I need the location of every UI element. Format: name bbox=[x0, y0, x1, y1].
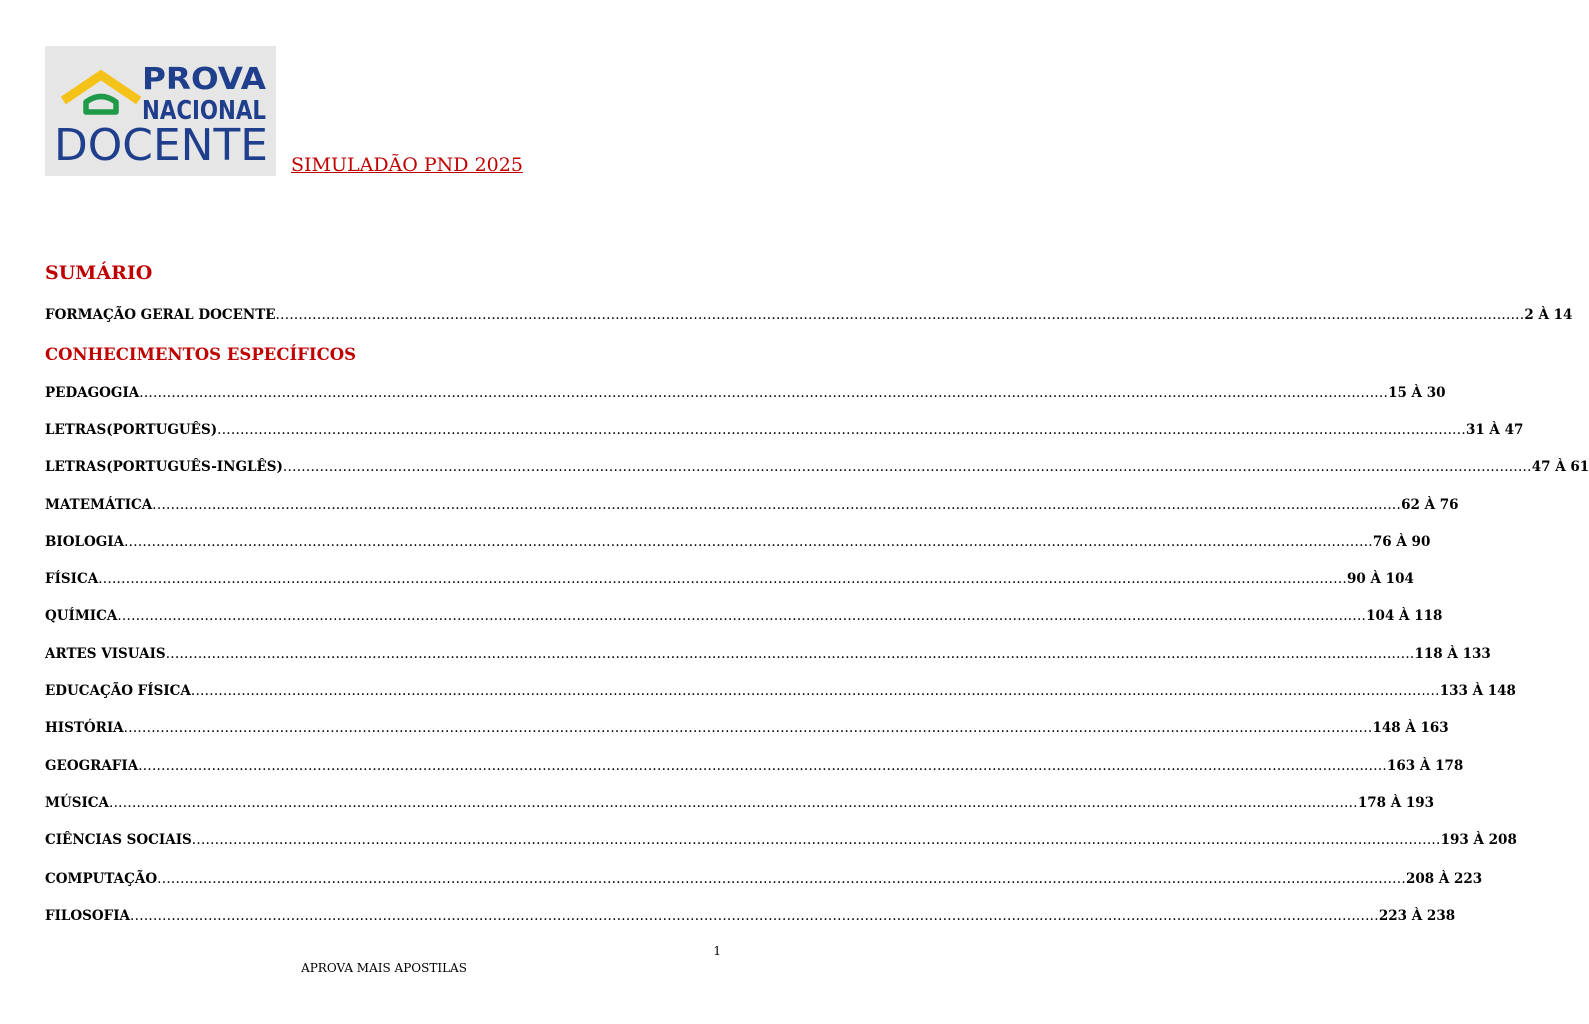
toc-entry-general bbox=[45, 307, 1573, 323]
toc-leader-dots bbox=[283, 459, 1532, 475]
toc-leader-dots bbox=[139, 385, 1388, 401]
toc-leader-dots bbox=[130, 908, 1379, 924]
toc-entry-title: FORMAÇÃO GERAL DOCENTE bbox=[45, 307, 276, 323]
toc-entry-pages: 178 À 193 bbox=[1357, 795, 1435, 811]
logo-line-docente: DOCENTE bbox=[54, 120, 268, 171]
toc-entry-pages: 90 À 104 bbox=[1347, 571, 1414, 587]
toc-entry-pages: 118 À 133 bbox=[1414, 646, 1491, 662]
toc-entry bbox=[45, 795, 1435, 811]
toc-entry-pages: 163 À 178 bbox=[1387, 758, 1464, 774]
toc-leader-dots bbox=[191, 683, 1440, 699]
toc-entry bbox=[45, 422, 1524, 438]
toc-entry-title: MÚSICA bbox=[45, 795, 109, 811]
toc-entry bbox=[45, 646, 1491, 662]
toc-entry-title: HISTÓRIA bbox=[45, 720, 124, 736]
toc-entry-pages: 62 À 76 bbox=[1401, 497, 1459, 513]
toc-entry-title: COMPUTAÇÃO bbox=[45, 871, 158, 887]
toc-leader-dots bbox=[98, 571, 1347, 587]
toc-entry-pages: 31 À 47 bbox=[1465, 422, 1524, 438]
specific-knowledge-heading: CONHECIMENTOS ESPECÍFICOS bbox=[45, 345, 357, 364]
toc-entry-title: EDUCAÇÃO FÍSICA bbox=[45, 683, 191, 699]
toc-entry-pages: 76 À 90 bbox=[1372, 534, 1431, 550]
toc-leader-dots bbox=[109, 795, 1358, 811]
toc-entry-title: FÍSICA bbox=[45, 571, 99, 587]
toc-entry bbox=[45, 385, 1446, 401]
toc-entry-pages: 223 À 238 bbox=[1378, 908, 1456, 924]
toc-entry-title: LETRAS(PORTUGUÊS) bbox=[45, 422, 218, 438]
toc-leader-dots bbox=[166, 646, 1415, 662]
toc-entry bbox=[45, 720, 1449, 736]
toc-entry-pages: 193 À 208 bbox=[1440, 832, 1517, 848]
toc-leader-dots bbox=[117, 608, 1366, 624]
toc-entry-title: GEOGRAFIA bbox=[45, 758, 139, 774]
toc-entry bbox=[45, 908, 1456, 924]
page-number: 1 bbox=[713, 944, 721, 958]
footer-text: APROVA MAIS APOSTILAS bbox=[301, 961, 467, 975]
toc-entry-title: PEDAGOGIA bbox=[45, 385, 140, 401]
toc-entry bbox=[45, 683, 1516, 699]
graduation-cap-logo-icon bbox=[45, 46, 276, 176]
toc-entry bbox=[45, 497, 1459, 513]
toc-entry-title: MATEMÁTICA bbox=[45, 497, 153, 513]
document-title: SIMULADÃO PND 2025 bbox=[291, 154, 523, 176]
toc-entry bbox=[45, 758, 1464, 774]
logo-line-nacional: NACIONAL bbox=[142, 96, 266, 126]
toc-entry bbox=[45, 571, 1414, 587]
summary-heading: SUMÁRIO bbox=[45, 262, 153, 284]
toc-leader-dots bbox=[124, 534, 1373, 550]
toc-entry-pages: 47 À 61 bbox=[1531, 459, 1589, 475]
toc-leader-dots bbox=[138, 758, 1387, 774]
toc-entry-title: LETRAS(PORTUGUÊS-INGLÊS) bbox=[45, 459, 283, 475]
toc-entry-pages: 2 À 14 bbox=[1524, 307, 1573, 323]
toc-entry bbox=[45, 832, 1517, 848]
toc-entry-title: ARTES VISUAIS bbox=[45, 646, 166, 662]
toc-entry-title: FILOSOFIA bbox=[45, 908, 131, 924]
toc-entry-pages: 15 À 30 bbox=[1388, 385, 1446, 401]
toc-entry bbox=[45, 534, 1431, 550]
toc-entry-title: QUÍMICA bbox=[45, 608, 118, 624]
toc-entry-pages: 148 À 163 bbox=[1372, 720, 1449, 736]
toc-entry-pages: 208 À 223 bbox=[1405, 871, 1483, 887]
toc-entry bbox=[45, 871, 1483, 887]
toc-entry-pages: 104 À 118 bbox=[1366, 608, 1443, 624]
toc-entry-title: BIOLOGIA bbox=[45, 534, 125, 550]
toc-entry-pages: 133 À 148 bbox=[1439, 683, 1516, 699]
toc-leader-dots bbox=[124, 720, 1373, 736]
prova-nacional-docente-logo bbox=[45, 46, 276, 176]
toc-leader-dots bbox=[192, 832, 1441, 848]
toc-leader-dots bbox=[276, 307, 1525, 323]
toc-leader-dots bbox=[217, 422, 1466, 438]
toc-entry-title: CIÊNCIAS SOCIAIS bbox=[45, 832, 192, 848]
toc-leader-dots bbox=[152, 497, 1401, 513]
toc-leader-dots bbox=[157, 871, 1406, 887]
logo-line-prova: PROVA bbox=[142, 62, 267, 97]
toc-entry bbox=[45, 608, 1443, 624]
toc-entry bbox=[45, 459, 1589, 475]
